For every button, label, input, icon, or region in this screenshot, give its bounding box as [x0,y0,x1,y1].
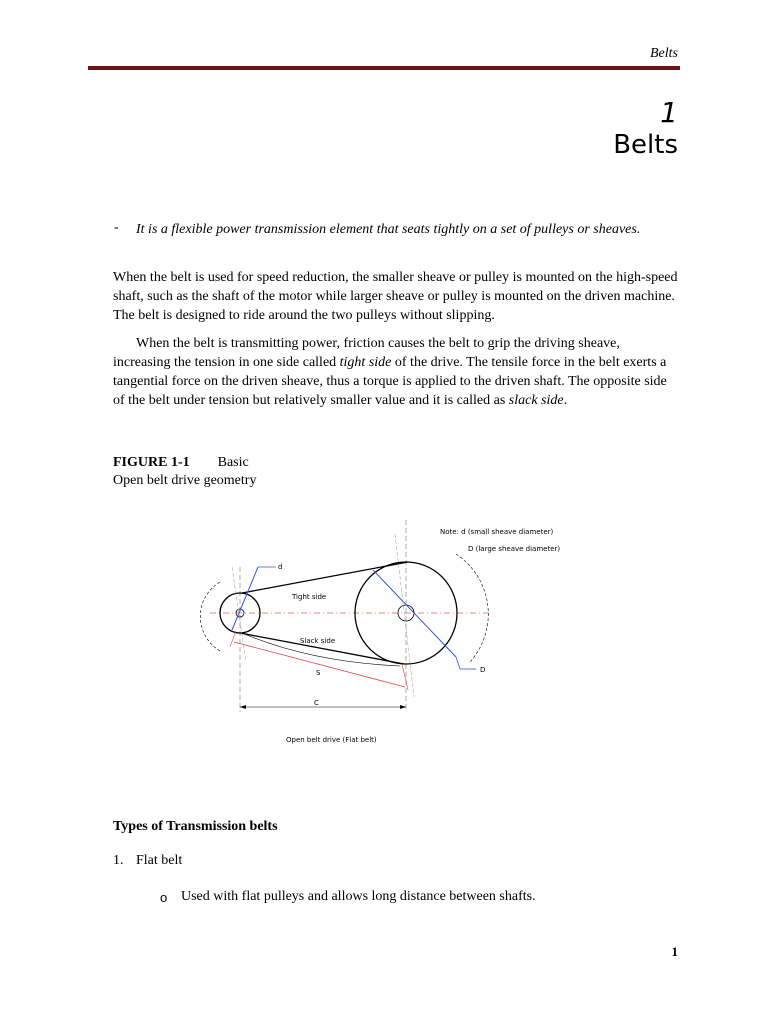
sub-list-item: Used with flat pulleys and allows long distance between shafts. [181,889,536,904]
section-heading: Types of Transmission belts [113,819,278,834]
large-rotation-arrow [456,554,488,662]
chapter-number: 1 [660,96,678,129]
paragraph-text: When the belt is transmitting power, friction causes the belt to grip the driving sheave, increasing the tension in one side called [113,336,620,370]
figure-number: FIGURE 1-1 [113,455,190,470]
list-item: Flat belt [136,853,183,868]
header-rule [88,66,680,70]
figure-caption-2: Open belt drive geometry [113,473,257,488]
sub-bullet-marker: o [160,890,168,905]
label-D: D [480,666,486,674]
label-S: S [316,669,321,677]
label-d: d [278,563,283,571]
paragraph-speed-reduction: When the belt is used for speed reduction, the smaller sheave or pulley is mounted on the high-speed shaft, such as the shaft of the motor while larger sheave or pulley is mounted on the driven machine. The belt is designed to ride around the two pulleys without slipping. [113,270,678,323]
definition-bullet: It is a flexible power transmission element that seats tightly on a set of pulleys or sheaves. [136,222,641,237]
belt-drive-diagram [190,512,590,752]
label-C: C [314,699,319,707]
small-rotation-arrow [200,582,222,652]
note-line-2: D (large sheave diameter) [468,545,561,553]
running-header: Belts [650,46,678,61]
term-tight-side: tight side [339,355,392,370]
label-tight-side: Tight side [292,593,327,601]
paragraph-tension [113,334,679,410]
large-diameter-line [373,570,456,657]
list-number: 1. [113,853,124,868]
term-slack-side: slack side [508,393,564,408]
diagram-caption: Open belt drive (Flat belt) [286,736,377,744]
label-slack-side: Slack side [300,637,336,645]
page-number: 1 [671,944,678,959]
figure-caption-1: Basic [217,455,249,470]
paragraph-text: of the drive. The tensile force in the belt exerts a tangential force on the driven sheave, thus a torque is applied to the driven shaft. The opposite side of the belt under tension but relatively smaller value and it is called as [113,355,667,408]
bullet-marker: - [114,220,119,235]
note-line-1: Note: d (small sheave diameter) [440,528,554,536]
figure-label [113,455,249,471]
chapter-title: Belts [613,130,678,160]
paragraph-text: . [563,393,568,408]
